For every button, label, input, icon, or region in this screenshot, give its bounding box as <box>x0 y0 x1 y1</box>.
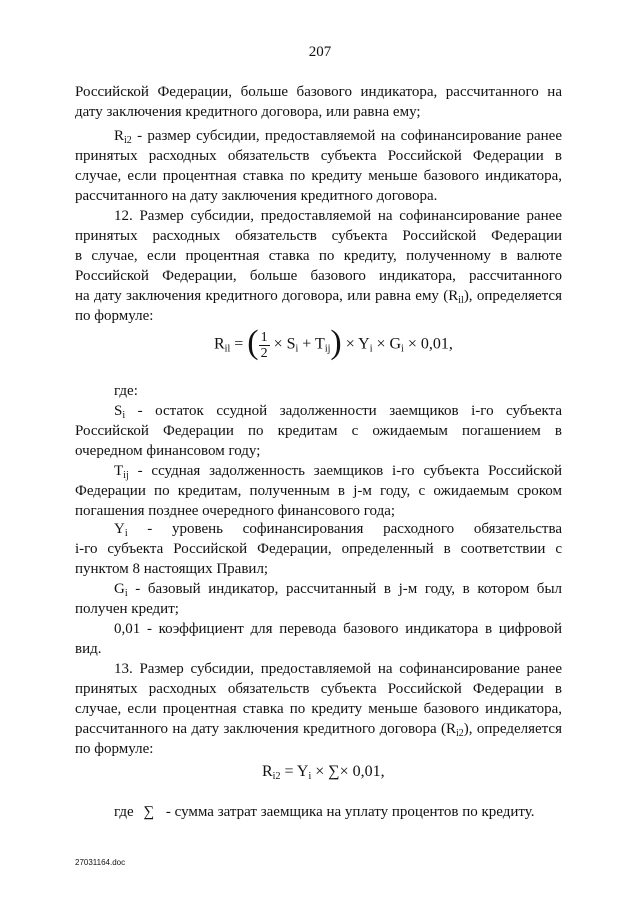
text-line: пунктом 8 настоящих Правил; <box>75 561 269 577</box>
formula-tail: × ∑× 0,01, <box>315 763 385 780</box>
term-s: × S <box>273 335 296 353</box>
text-line <box>75 720 562 739</box>
text-line: Российской Федерации по кредитам с ожидаемым погашением в <box>75 423 562 439</box>
text-fragment: - размер субсидии, предоставляемой на софинансирование ранее <box>137 128 562 144</box>
text-line: 13. Размер субсидии, предоставляемой на софинансирование ранее <box>114 661 562 677</box>
text-line: вид. <box>75 641 102 657</box>
text-fragment: ), определяется <box>463 288 562 304</box>
formula-lhs: R <box>214 335 225 353</box>
text-line: принятых расходных обязательств субъекта Российской Федерации в <box>75 681 562 697</box>
page-number: 207 <box>308 44 332 60</box>
text-line <box>114 803 601 822</box>
text-line: 0,01 - коэффициент для перевода базового индикатора в цифровой <box>114 621 562 637</box>
symbol-y: Y <box>114 521 125 537</box>
text-line: i-го субъекта Российской Федерации, определенный в соответствии с <box>75 541 562 557</box>
subscript: i <box>124 528 128 539</box>
text-line: принятых расходных обязательств субъекта Российской Федерации в <box>75 148 562 164</box>
formula-tail: × 0,01, <box>407 335 453 353</box>
text-fragment: - уровень софинансирования расходного обязательства <box>147 521 562 537</box>
text-line: дату заключения кредитного договора, или равна ему; <box>75 104 421 120</box>
text-line <box>75 287 562 306</box>
text-line: Федерации по кредитам, полученным в j-м году, с ожидаемым сроком <box>75 483 562 499</box>
text-line: случае, если процентная ставка по кредиту меньше базового индикатора, <box>75 701 562 717</box>
open-paren: ( <box>247 324 259 361</box>
text-line: Российской Федерации, больше базового индикатора, рассчитанного <box>75 268 562 284</box>
text-fragment: - ссудная задолженность заемщиков i-го субъекта Российской <box>137 463 562 479</box>
text-fragment: ), определяется <box>463 721 562 737</box>
formula-1 <box>214 326 453 364</box>
sigma-symbol: ∑ <box>143 804 155 820</box>
footer-filename: 27031164.doc <box>75 858 126 867</box>
text-line: Российской Федерации, больше базового индикатора, рассчитанного на <box>75 84 562 100</box>
text-line: погашения позднее очередного финансового года; <box>75 503 396 519</box>
text-line: очередном финансовом году; <box>75 443 261 459</box>
text-line <box>114 127 562 146</box>
text-fragment: где <box>114 804 134 820</box>
subscript: ij <box>123 470 129 481</box>
symbol-r: R <box>114 128 125 144</box>
subscript: i2 <box>272 771 281 782</box>
text-fragment: рассчитанного на дату заключения кредитного договора (R <box>75 721 456 737</box>
symbol-g: G <box>114 581 125 597</box>
subscript: i <box>369 343 373 355</box>
formula-2 <box>262 763 385 781</box>
text-line: по формуле: <box>75 308 154 324</box>
text-line <box>114 580 562 599</box>
subscript: il <box>224 343 231 355</box>
text-line <box>114 462 562 481</box>
subscript: i2 <box>455 728 464 739</box>
text-line: принятых расходных обязательств субъекта Российской Федерации <box>75 228 562 244</box>
subscript: i <box>122 410 126 421</box>
fraction-denominator: 2 <box>260 345 268 361</box>
term-t: + T <box>298 335 325 353</box>
text-line <box>114 402 562 421</box>
subscript: il <box>458 295 464 306</box>
formula-rhs: = Y <box>284 763 309 780</box>
fraction-one-half <box>259 330 270 361</box>
formula-lhs: R <box>262 763 273 780</box>
text-fragment: - остаток ссудной задолженности заемщиков i-го субъекта <box>137 403 562 419</box>
text-line: 12. Размер субсидии, предоставляемой на софинансирование ранее <box>114 208 562 224</box>
text-line <box>114 520 562 539</box>
text-line: по формуле: <box>75 741 154 757</box>
term-y: × Y <box>345 335 370 353</box>
text-line: получен кредит; <box>75 601 179 617</box>
text-fragment: - сумма затрат заемщика на уплату процентов по кредиту. <box>165 804 535 820</box>
text-line: рассчитанного на дату заключения кредитного договора. <box>75 188 438 204</box>
equals-sign: = <box>234 335 244 353</box>
close-paren: ) <box>330 324 342 361</box>
subscript: i <box>124 588 128 599</box>
term-g: × G <box>376 335 402 353</box>
fraction-numerator: 1 <box>260 329 268 345</box>
subscript: i <box>401 343 404 355</box>
symbol-s: S <box>114 403 123 419</box>
text-line: в случае, если процентная ставка по кредиту, полученному в валюте <box>75 248 562 264</box>
text-line: случае, если процентная ставка по кредиту меньше базового индикатора, <box>75 168 562 184</box>
text-line: где: <box>114 383 138 399</box>
subscript: ij <box>324 343 331 355</box>
subscript: i2 <box>124 135 132 146</box>
symbol-t: T <box>114 463 124 479</box>
subscript: i <box>308 771 312 782</box>
text-fragment: - базовый индикатор, рассчитанный в j-м году, в котором был <box>135 581 563 597</box>
text-fragment: на дату заключения кредитного договора, или равна ему (R <box>75 288 459 304</box>
subscript: i <box>295 343 299 355</box>
